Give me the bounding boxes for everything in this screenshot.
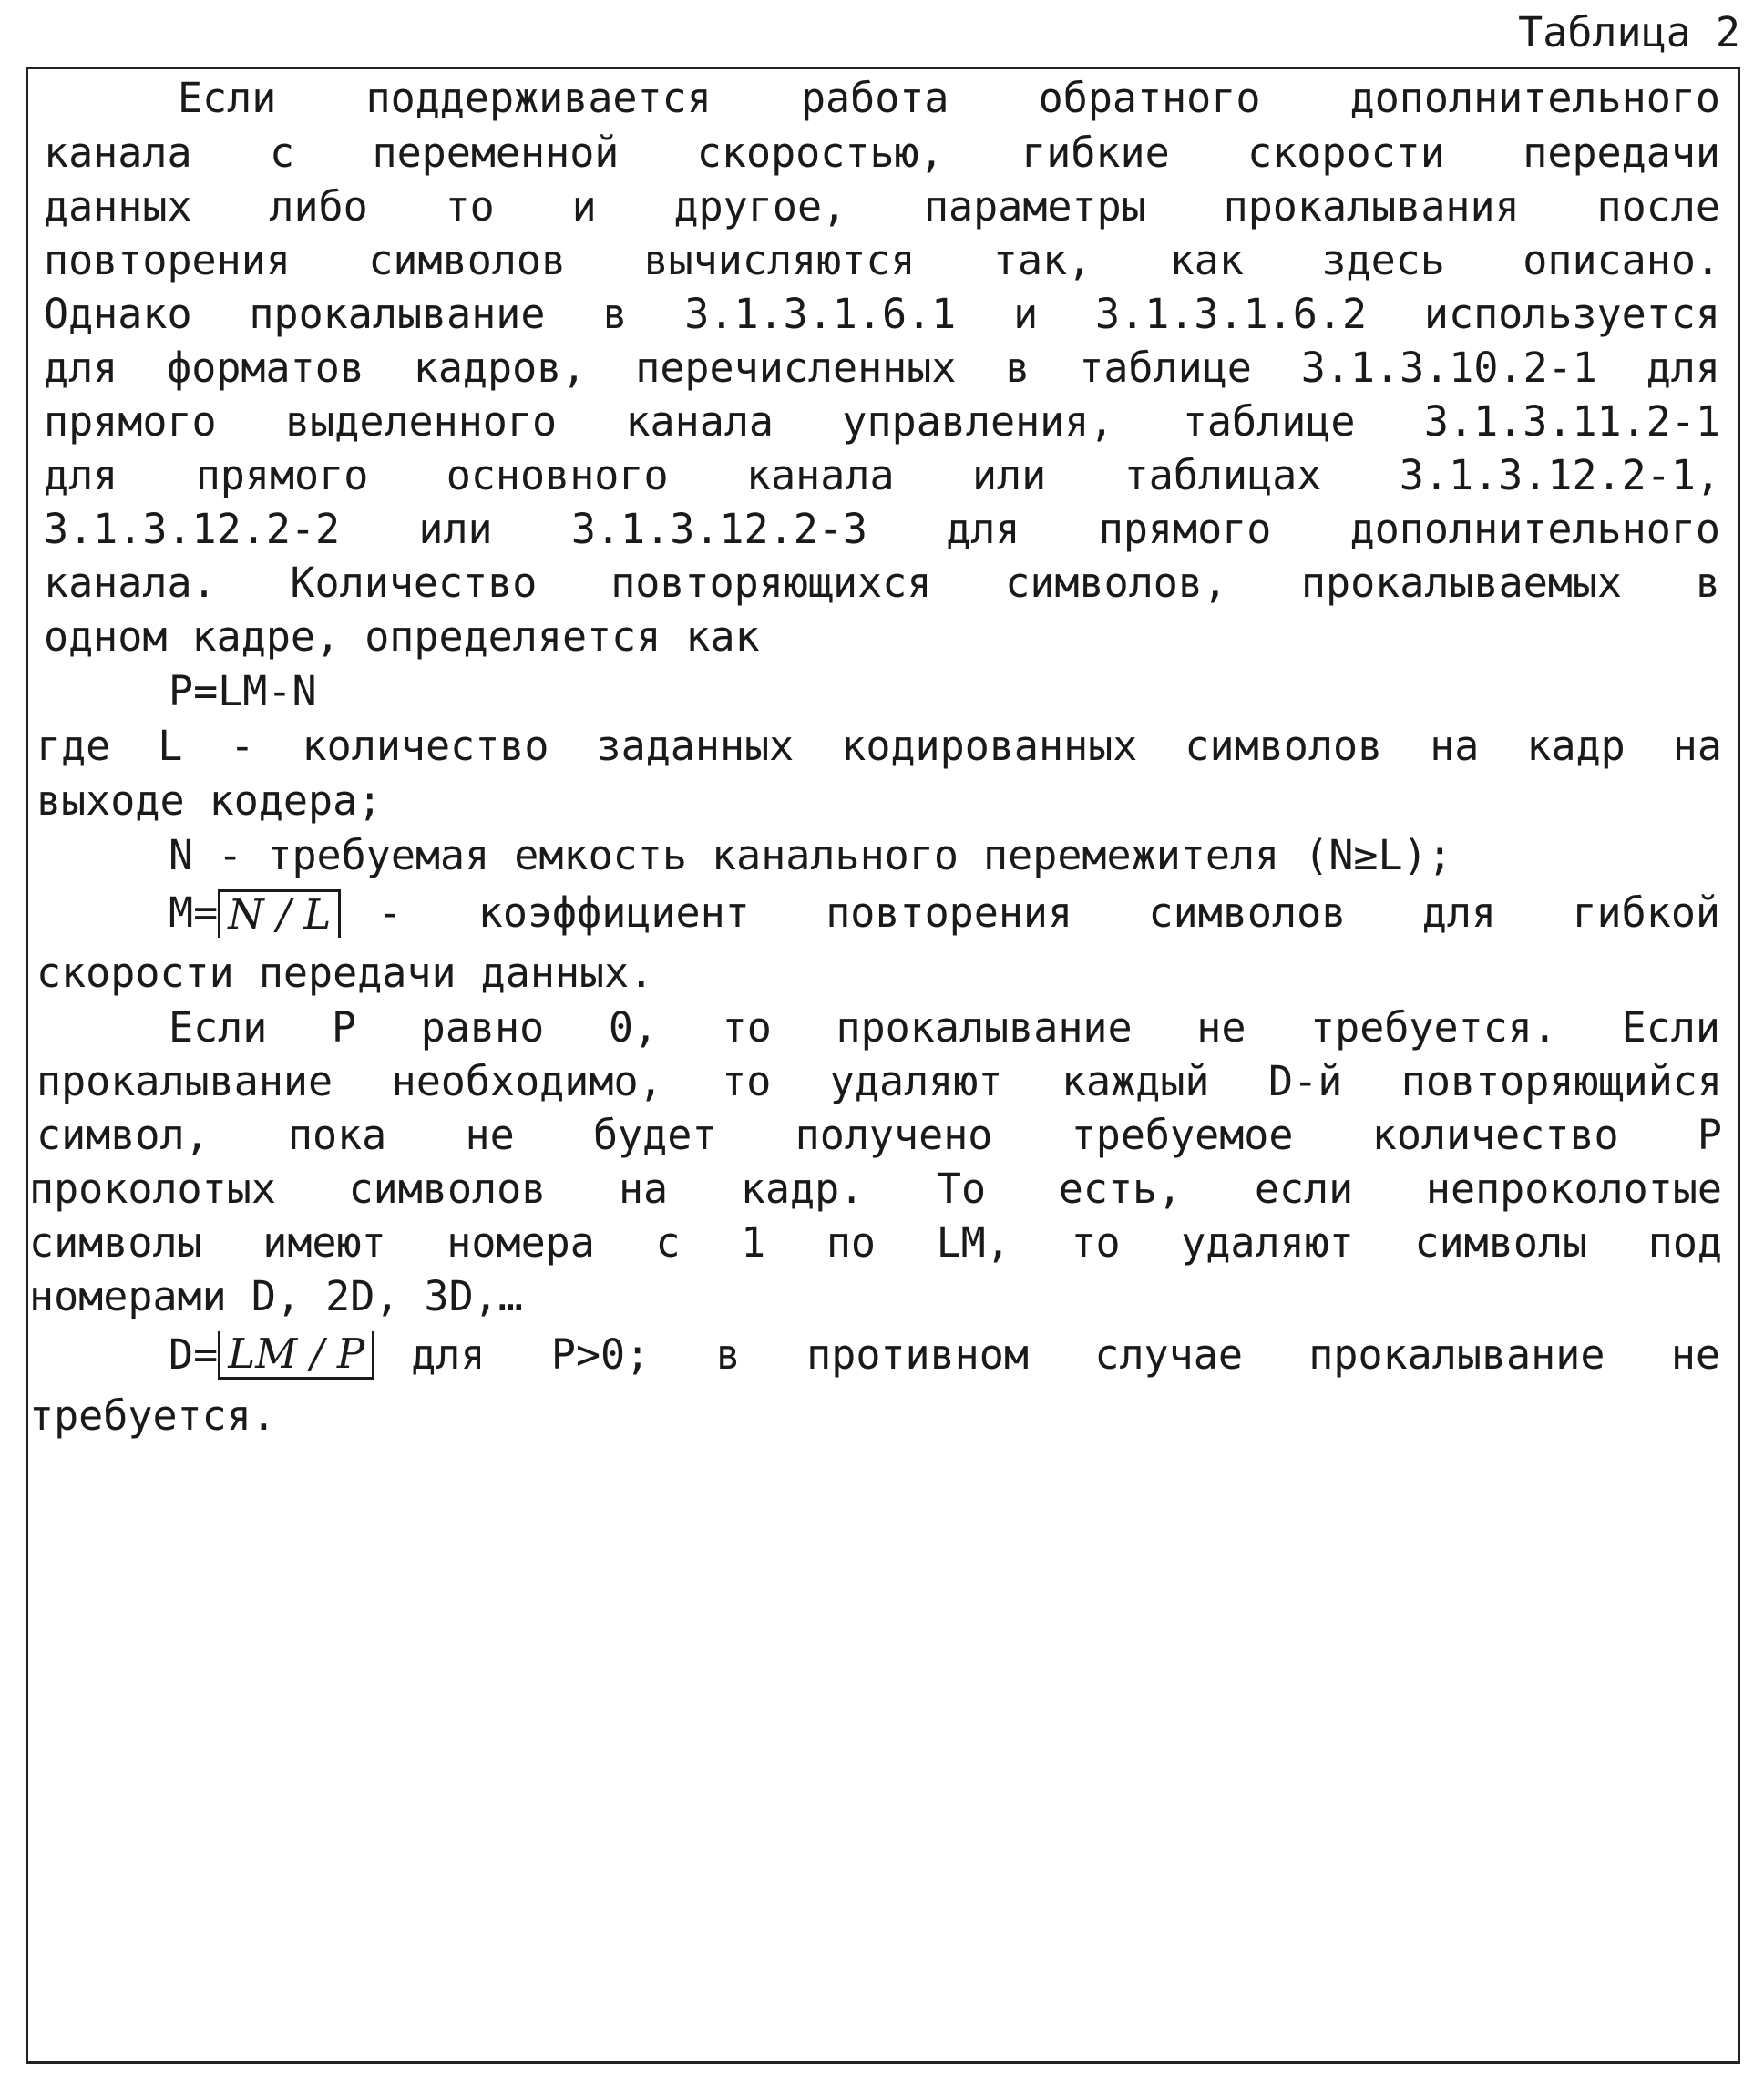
formula-d-line	[169, 1326, 1720, 1384]
text-line: Однако прокалывание в 3.1.3.1.6.1 и 3.1.3.1.6.2 используется	[44, 287, 1720, 342]
formula-p: P=LM-N	[169, 664, 1720, 719]
text-line: выходе кодера;	[36, 774, 1722, 828]
text-line: прокалывание необходимо, то удаляют каждый D-й повторяющийся	[36, 1054, 1722, 1109]
text-line: Если поддерживается работа обратного дополнительного	[178, 71, 1720, 126]
text-line: где L - количество заданных кодированных символов на кадр на	[36, 719, 1722, 774]
formula-m-line	[169, 884, 1720, 942]
text-line: символы имеют номера с 1 по LM, то удаляют символы под	[29, 1216, 1722, 1270]
text-line: Если P равно 0, то прокалывание не требуется. Если	[169, 1001, 1720, 1055]
formula-m-lhs: M=	[169, 886, 218, 940]
text-line: требуется.	[29, 1389, 1722, 1443]
text-line: данных либо то и другое, параметры прокалывания после	[44, 180, 1720, 234]
text-line: скорости передачи данных.	[36, 946, 1722, 1001]
formula-d-lhs: D=	[169, 1328, 218, 1382]
text-line: 3.1.3.12.2-2 или 3.1.3.12.2-3 для прямого дополнительного	[44, 502, 1720, 557]
text-line: проколотых символов на кадр. То есть, если непроколотые	[29, 1162, 1722, 1217]
text-line: для форматов кадров, перечисленных в таблице 3.1.3.10.2-1 для	[44, 341, 1720, 395]
text-line: N - требуемая емкость канального перемежителя (N≥L);	[169, 828, 1720, 883]
text-line: для прямого основного канала или таблицах 3.1.3.12.2-1,	[44, 448, 1720, 503]
table-caption: Таблица 2	[1518, 7, 1740, 58]
text-line: канала. Количество повторяющихся символов, прокалываемых в	[44, 556, 1720, 611]
formula-m-ceiling: N / L	[218, 889, 341, 938]
text-line: для P>0; в противном случае прокалывание не	[411, 1328, 1720, 1382]
formula-d-floor: LM / P	[218, 1331, 374, 1380]
text-line: одном кадре, определяется как	[44, 610, 1720, 664]
text-line: номерами D, 2D, 3D,…	[29, 1269, 1722, 1324]
text-line: повторения символов вычисляются так, как здесь описано.	[44, 233, 1720, 288]
text-line: канала с переменной скоростью, гибкие скорости передачи	[44, 126, 1720, 180]
text-line: прямого выделенного канала управления, таблице 3.1.3.11.2-1	[44, 395, 1720, 449]
text-line: - коэффициент повторения символов для гибкой	[377, 886, 1720, 940]
text-line: символ, пока не будет получено требуемое количество P	[36, 1108, 1722, 1163]
